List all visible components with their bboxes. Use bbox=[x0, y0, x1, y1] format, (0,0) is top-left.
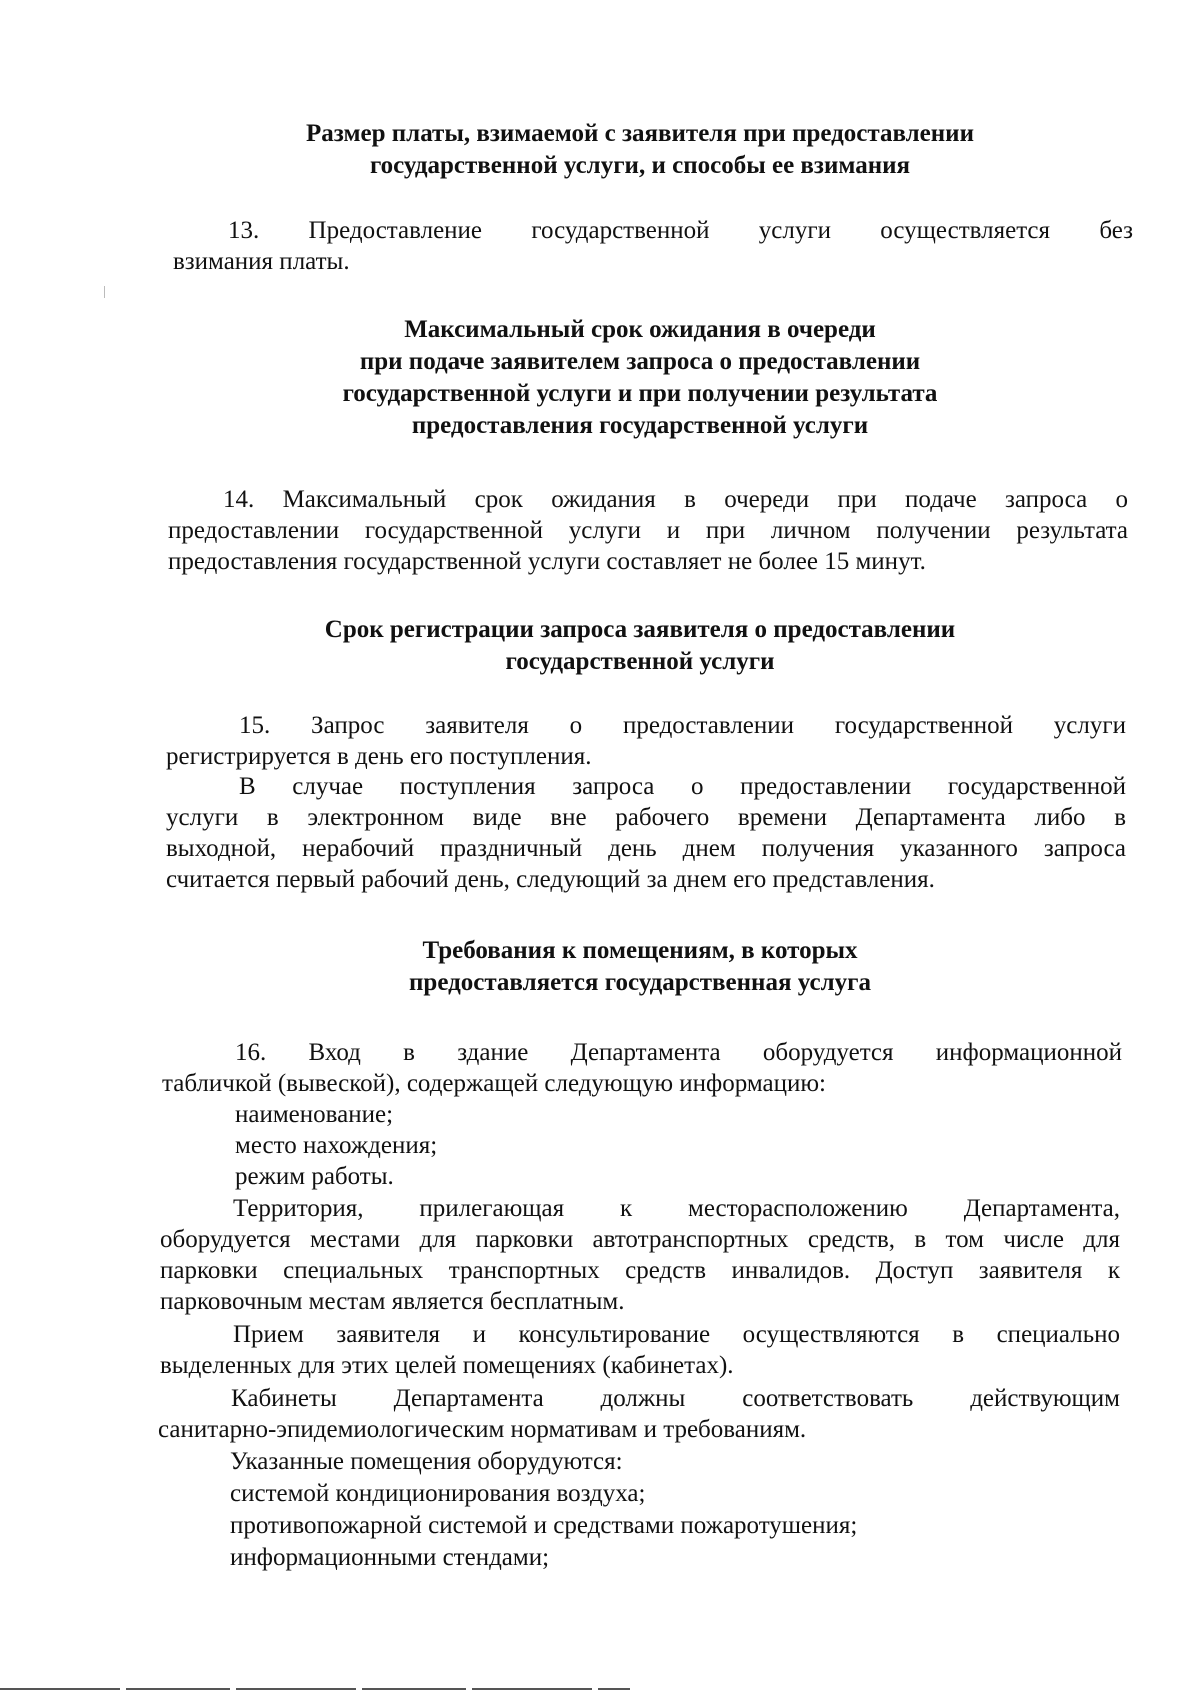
paragraph-line: предоставлении государственной услуги и при личном получении результата bbox=[168, 517, 1128, 544]
list-item: противопожарной системой и средствами пожаротушения; bbox=[230, 1512, 858, 1539]
paragraph-line: услуги в электронном виде вне рабочего времени Департамента либо в bbox=[166, 804, 1126, 831]
paragraph-cabinets bbox=[158, 1383, 1120, 1445]
paragraph-line: 14. Максимальный срок ожидания в очереди при подаче запроса о bbox=[223, 486, 1128, 513]
paragraph-territory bbox=[160, 1193, 1120, 1317]
section-heading-premises bbox=[150, 935, 1130, 999]
paragraph-line: предоставления государственной услуги составляет не более 15 минут. bbox=[168, 548, 926, 575]
list-item: режим работы. bbox=[235, 1163, 394, 1190]
list-item: системой кондиционирования воздуха; bbox=[230, 1480, 646, 1507]
heading-line: государственной услуги bbox=[505, 648, 775, 675]
paragraph-13 bbox=[173, 215, 1133, 277]
paragraph-line: выделенных для этих целей помещениях (кабинетах). bbox=[160, 1352, 734, 1379]
paragraph-line: считается первый рабочий день, следующий за днем его представления. bbox=[166, 866, 935, 893]
section-heading-fee bbox=[150, 118, 1130, 182]
paragraph-line: выходной, нерабочий праздничный день днем получения указанного запроса bbox=[166, 835, 1126, 862]
paragraph-line: В случае поступления запроса о предоставлении государственной bbox=[239, 773, 1126, 800]
section-heading-queue-time bbox=[150, 314, 1130, 442]
heading-line: Срок регистрации запроса заявителя о предоставлении bbox=[324, 616, 956, 643]
list-intro: Указанные помещения оборудуются: bbox=[230, 1448, 623, 1475]
paragraph-line: 15. Запрос заявителя о предоставлении государственной услуги bbox=[239, 712, 1126, 739]
paragraph-line: регистрируется в день его поступления. bbox=[166, 743, 592, 770]
paragraph-15 bbox=[166, 710, 1126, 772]
paragraph-line: Прием заявителя и консультирование осуществляются в специально bbox=[233, 1321, 1120, 1348]
section-heading-registration bbox=[150, 614, 1130, 678]
paragraph-line: 16. Вход в здание Департамента оборудуется информационной bbox=[235, 1039, 1122, 1066]
list-item: информационными стендами; bbox=[230, 1544, 550, 1571]
list-item: место нахождения; bbox=[235, 1132, 438, 1159]
paragraph-line: 13. Предоставление государственной услуги осуществляется без bbox=[228, 217, 1133, 244]
paragraph-15-electronic bbox=[166, 771, 1126, 895]
paragraph-16 bbox=[162, 1037, 1122, 1099]
paragraph-line: парковочным местам является бесплатным. bbox=[160, 1288, 625, 1315]
heading-line: Максимальный срок ожидания в очереди bbox=[404, 316, 876, 343]
heading-line: предоставления государственной услуги bbox=[411, 412, 869, 439]
paragraph-line: взимания платы. bbox=[173, 248, 350, 275]
paragraph-line: оборудуется местами для парковки автотранспортных средств, в том числе для bbox=[160, 1226, 1120, 1253]
heading-line: государственной услуги и при получении результата bbox=[342, 380, 938, 407]
paragraph-14 bbox=[168, 484, 1128, 577]
scan-edge-rule bbox=[0, 1688, 630, 1690]
paragraph-line: парковки специальных транспортных средств инвалидов. Доступ заявителя к bbox=[160, 1257, 1120, 1284]
paragraph-line: табличкой (вывеской), содержащей следующую информацию: bbox=[162, 1070, 826, 1097]
scan-mark bbox=[104, 286, 105, 298]
heading-line: Требования к помещениям, в которых bbox=[422, 937, 858, 964]
paragraph-line: санитарно-эпидемиологическим нормативам и требованиям. bbox=[158, 1416, 807, 1443]
heading-line: Размер платы, взимаемой с заявителя при предоставлении bbox=[306, 120, 974, 147]
paragraph-line: Территория, прилегающая к месторасположению Департамента, bbox=[233, 1195, 1120, 1222]
heading-line: предоставляется государственная услуга bbox=[409, 969, 871, 996]
paragraph-reception bbox=[160, 1319, 1120, 1381]
heading-line: государственной услуги, и способы ее взимания bbox=[369, 152, 911, 179]
list-item: наименование; bbox=[235, 1101, 394, 1128]
heading-line: при подаче заявителем запроса о предоставлении bbox=[359, 348, 921, 375]
paragraph-line: Кабинеты Департамента должны соответствовать действующим bbox=[231, 1385, 1120, 1412]
